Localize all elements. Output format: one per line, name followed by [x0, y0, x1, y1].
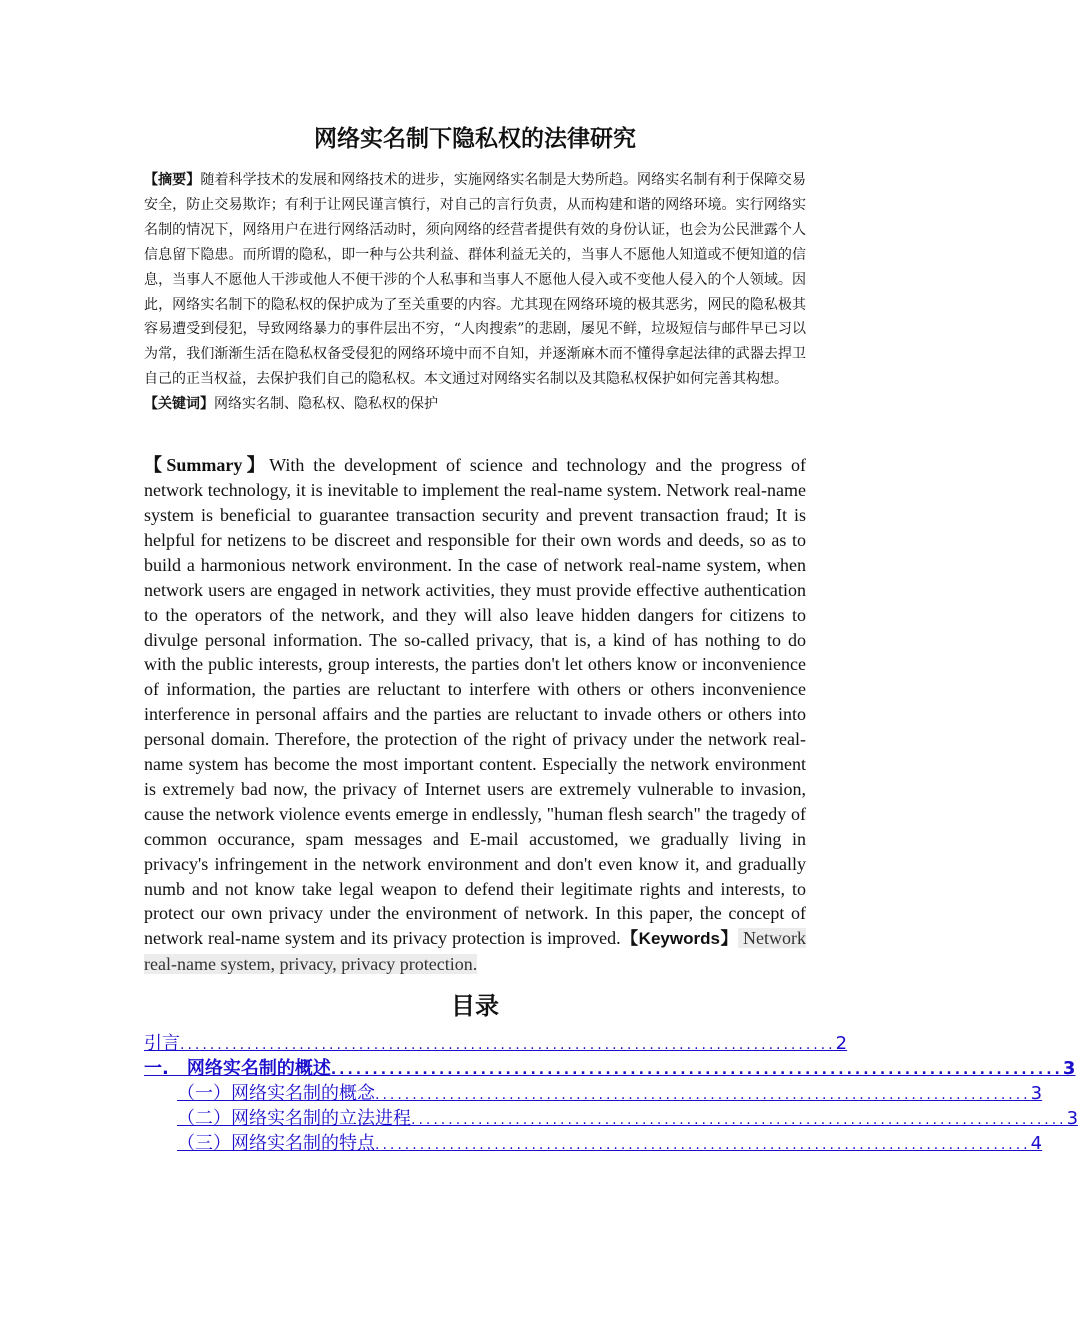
- toc-entry-label: 一. 网络实名制的概述: [144, 1058, 331, 1080]
- toc-entry-legislation[interactable]: [144, 1106, 1078, 1131]
- abstract-text: 随着科学技术的发展和网络技术的进步，实施网络实名制是大势所趋。网络实名制有利于保障交易安全，防止交易欺诈；有利于让网民谨言慎行，对自己的言行负责，从而构建和谐的网络环境。实行网络实名制的情况下，网络用户在进行网络活动时，须向网络的经营者提供有效的身份认证，也会为公民泄露个人信息留下隐患。而所谓的隐私，即一种与公共利益、群体利益无关的，当事人不愿他人知道或不便知道的信息，当事人不愿他人干涉或他人不便干涉的个人私事和当事人不愿他人侵入或不变他人侵入的个人领域。因此，网络实名制下的隐私权的保护成为了至关重要的内容。尤其现在网络环境的极其恶劣，网民的隐私极其容易遭受到侵犯，导致网络暴力的事件层出不穷，“人肉搜索”的悲剧，屡见不鲜，垃圾短信与邮件早已习以为常，我们渐渐生活在隐私权备受侵犯的网络环境中而不自知，并逐渐麻木而不懂得拿起法律的武器去捍卫自己的正当权益，去保护我们自己的隐私权。本文通过对网络实名制以及其隐私权保护如何完善其构想。: [144, 172, 807, 388]
- document-page: [144, 120, 1078, 1156]
- toc-entry-leader: ........................................................................................: [411, 1112, 1067, 1129]
- toc-entry-page: 3: [1062, 1058, 1076, 1080]
- summary-label: 【Summary】: [144, 455, 270, 476]
- toc-title: 目录: [451, 992, 499, 1021]
- toc-entry-concept[interactable]: [144, 1081, 1043, 1106]
- toc-entry-leader: ........................................................................................: [375, 1087, 1031, 1104]
- toc-entry-introduction[interactable]: [144, 1031, 848, 1056]
- toc-entry-label: 引言: [144, 1033, 180, 1055]
- toc-entry-overview[interactable]: [144, 1056, 1076, 1081]
- keywords-cn-label: 【关键词】: [144, 396, 214, 413]
- summary-text: With the development of science and technology and the progress of network technology, it is inevitable to implement the real-name system. Network real-name system is beneficial to guarantee transaction security and prevent transaction fraud; It is helpful for netizens to be discreet and responsible for their own words and deeds, so as to build a harmonious network environment. In the case of network real-name system, when network users are engaged in network activities, they must provide effective authentication to the operators of the network, and they will also leave hidden dangers for citizens to divulge personal information. The so-called privacy, that is, a kind of has nothing to do with the public interests, group interests, the parties don't let others know or inconvenience of information, the parties are reluctant to interfere with others or others inconvenience interference in personal affairs and the parties are reluctant to invade others or others into personal domain. Therefore, the protection of the right of privacy under the network real-name system has become the most important content. Especially the network environment is extremely bad now, the privacy of Internet users are extremely vulnerable to invasion, cause the network violence events emerge in endlessly, "human flesh search" the tragedy of common occurance, spam messages and E-mail accustomed, we gradually living in privacy's infringement in the network environment and don't even know it, and gradually numb and not know take legal weapon to defend their legitimate rights and interests, to protect our own privacy under the environment of network. In this paper, the concept of network real-name system and its privacy protection is improved.: [144, 455, 806, 949]
- toc-entry-leader: ........................................................................................: [375, 1137, 1031, 1154]
- toc-entry-label: （一）网络实名制的概念: [177, 1083, 375, 1105]
- toc-entry-page: 4: [1030, 1133, 1043, 1155]
- abstract-paragraph: [144, 168, 806, 392]
- table-of-contents: [144, 1031, 1078, 1156]
- toc-entry-features[interactable]: [144, 1131, 1043, 1156]
- toc-entry-page: 2: [835, 1033, 848, 1055]
- keywords-cn-text: 网络实名制、隐私权、隐私权的保护: [214, 396, 438, 413]
- toc-entry-page: 3: [1066, 1108, 1078, 1130]
- toc-entry-label: （二）网络实名制的立法进程: [177, 1108, 411, 1130]
- abstract-label: 【摘要】: [144, 172, 201, 188]
- document-title: 网络实名制下隐私权的法律研究: [314, 126, 636, 152]
- toc-entry-leader: ........................................................................................: [330, 1062, 1063, 1079]
- toc-entry-leader: ........................................................................................: [180, 1037, 836, 1054]
- keywords-cn-paragraph: [144, 392, 806, 417]
- keywords-en-label: 【Keywords】: [620, 929, 738, 949]
- keywords-en-text: Network real-name system, privacy, privacy protection.: [144, 928, 806, 975]
- toc-entry-label: （三）网络实名制的特点: [177, 1133, 375, 1155]
- summary-paragraph: [144, 453, 806, 977]
- toc-entry-page: 3: [1030, 1083, 1043, 1105]
